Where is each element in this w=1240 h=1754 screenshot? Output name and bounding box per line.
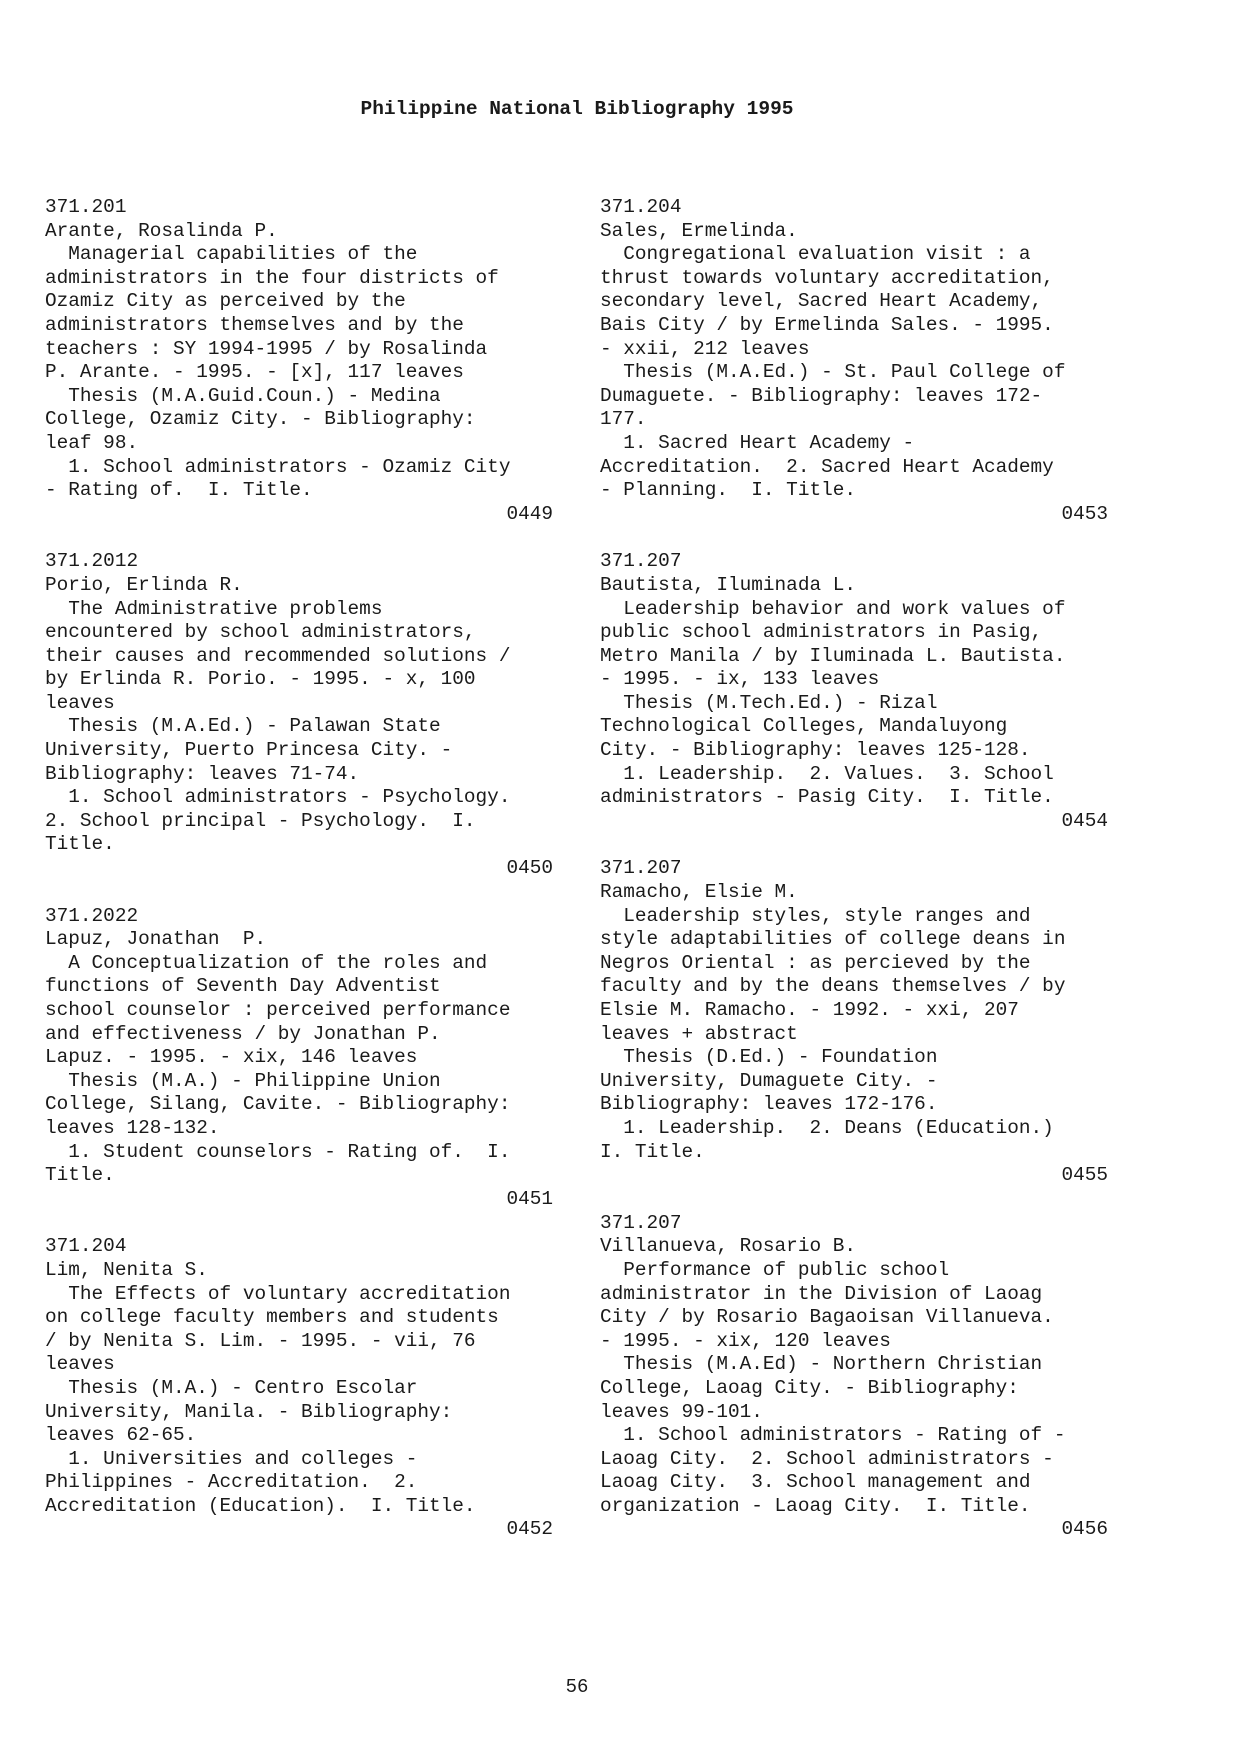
- entry-text-line: administrators in the four districts of: [45, 266, 499, 289]
- entry-text-line: College, Laoag City. - Bibliography:: [600, 1376, 1019, 1399]
- entry-text-line: Accreditation (Education). I. Title.: [45, 1494, 476, 1517]
- entry-author: Bautista, Iluminada L.: [600, 573, 856, 596]
- entry-text-line: Leadership behavior and work values of: [600, 597, 1066, 620]
- entry-text-line: Thesis (D.Ed.) - Foundation: [600, 1046, 938, 1069]
- entry-text-line: - Planning. I. Title.: [600, 479, 856, 502]
- entry-text-line: / by Nenita S. Lim. - 1995. - vii, 76: [45, 1329, 476, 1352]
- entry-text-line: 177.: [600, 408, 647, 431]
- entry-text-line: City. - Bibliography: leaves 125-128.: [600, 739, 1031, 762]
- entry-text-line: 1. School administrators - Ozamiz City: [45, 455, 511, 478]
- bibliography-entry: [600, 1212, 1108, 1542]
- entry-text-line: Laoag City. 3. School management and: [600, 1471, 1031, 1494]
- entry-text-line: I. Title.: [600, 1140, 705, 1163]
- entry-text-line: leaf 98.: [45, 431, 139, 454]
- entry-text-line: Bais City / by Ermelinda Sales. - 1995.: [600, 313, 1054, 336]
- bibliography-entry: [45, 550, 553, 880]
- entry-text-line: Thesis (M.Tech.Ed.) - Rizal: [600, 691, 938, 714]
- entry-author: Porio, Erlinda R.: [45, 573, 243, 596]
- entry-text-line: Leadership styles, style ranges and: [600, 904, 1031, 927]
- entry-text-line: Thesis (M.A.Ed.) - Palawan State: [45, 715, 441, 738]
- entry-text-line: A Conceptualization of the roles and: [45, 951, 488, 974]
- entry-text-line: functions of Seventh Day Adventist: [45, 975, 441, 998]
- entry-text-line: - Rating of. I. Title.: [45, 479, 313, 502]
- entry-text-line: their causes and recommended solutions /: [45, 644, 511, 667]
- entry-text-line: 1. Universities and colleges -: [45, 1447, 418, 1470]
- entry-text-line: P. Arante. - 1995. - [x], 117 leaves: [45, 361, 464, 384]
- bibliography-entry: [600, 857, 1108, 1187]
- entry-text-line: College, Ozamiz City. - Bibliography:: [45, 408, 476, 431]
- entry-text-line: style adaptabilities of college deans in: [600, 928, 1066, 951]
- entry-number: 0455: [1061, 1164, 1108, 1187]
- entry-text-line: 1. School administrators - Rating of -: [600, 1424, 1066, 1447]
- entry-text-line: and effectiveness / by Jonathan P.: [45, 1022, 441, 1045]
- entry-text-line: Thesis (M.A.Ed.) - St. Paul College of: [600, 361, 1066, 384]
- entry-text-line: leaves 99-101.: [600, 1400, 763, 1423]
- entry-text-line: Thesis (M.A.) - Philippine Union: [45, 1069, 441, 1092]
- entry-text-line: Negros Oriental : as percieved by the: [600, 951, 1031, 974]
- bibliography-entry: [600, 196, 1108, 526]
- entry-text-line: The Effects of voluntary accreditation: [45, 1282, 511, 1305]
- entry-text-line: Ozamiz City as perceived by the: [45, 290, 406, 313]
- entry-text-line: Performance of public school: [600, 1258, 950, 1281]
- entry-text-line: Lapuz. - 1995. - xix, 146 leaves: [45, 1046, 418, 1069]
- entry-text-line: 1. Student counselors - Rating of. I.: [45, 1140, 511, 1163]
- entry-text-line: 1. Sacred Heart Academy -: [600, 431, 915, 454]
- entry-text-line: leaves: [45, 691, 115, 714]
- entry-text-line: Metro Manila / by Iluminada L. Bautista.: [600, 644, 1066, 667]
- call-number: 371.2012: [45, 550, 139, 573]
- entry-text-line: leaves + abstract: [600, 1022, 798, 1045]
- entry-number: 0454: [1061, 809, 1108, 832]
- call-number: 371.207: [600, 1211, 682, 1234]
- entry-text-line: Dumaguete. - Bibliography: leaves 172-: [600, 384, 1043, 407]
- entry-text-line: on college faculty members and students: [45, 1306, 499, 1329]
- entry-text-line: Philippines - Accreditation. 2.: [45, 1471, 418, 1494]
- entry-text-line: Managerial capabilities of the: [45, 243, 418, 266]
- entry-text-line: Title.: [45, 833, 115, 856]
- entry-text-line: 1. Leadership. 2. Deans (Education.): [600, 1116, 1054, 1139]
- bibliography-entry: [45, 905, 553, 1212]
- entry-text-line: secondary level, Sacred Heart Academy,: [600, 290, 1043, 313]
- entry-text-line: encountered by school administrators,: [45, 621, 476, 644]
- entry-text-line: school counselor : perceived performance: [45, 999, 511, 1021]
- entry-text-line: organization - Laoag City. I. Title.: [600, 1494, 1031, 1517]
- entry-text-line: College, Silang, Cavite. - Bibliography:: [45, 1093, 511, 1116]
- entry-author: Ramacho, Elsie M.: [600, 881, 798, 904]
- entry-text-line: leaves: [45, 1353, 115, 1376]
- entry-author: Villanueva, Rosario B.: [600, 1235, 856, 1258]
- entry-text-line: leaves 128-132.: [45, 1116, 220, 1139]
- entry-number: 0453: [1061, 502, 1108, 525]
- entry-text-line: leaves 62-65.: [45, 1424, 197, 1447]
- entry-text-line: Bibliography: leaves 172-176.: [600, 1093, 938, 1116]
- entry-text-line: Elsie M. Ramacho. - 1992. - xxi, 207: [600, 999, 1019, 1021]
- entry-text-line: by Erlinda R. Porio. - 1995. - x, 100: [45, 668, 476, 691]
- entry-text-line: Laoag City. 2. School administrators -: [600, 1447, 1054, 1470]
- entry-text-line: 2. School principal - Psychology. I.: [45, 809, 476, 832]
- entry-text-line: Bibliography: leaves 71-74.: [45, 762, 360, 785]
- entry-text-line: 1. Leadership. 2. Values. 3. School: [600, 762, 1054, 785]
- bibliography-column-right: [600, 196, 1108, 1566]
- bibliography-column-left: [45, 196, 553, 1566]
- entry-text-line: University, Manila. - Bibliography:: [45, 1400, 453, 1423]
- entry-text-line: The Administrative problems: [45, 597, 383, 620]
- entry-text-line: Thesis (M.A.Guid.Coun.) - Medina: [45, 384, 441, 407]
- entry-number: 0450: [506, 857, 553, 880]
- call-number: 371.204: [45, 1235, 127, 1258]
- entry-text-line: - xxii, 212 leaves: [600, 337, 810, 360]
- call-number: 371.204: [600, 196, 682, 218]
- entry-text-line: 1. School administrators - Psychology.: [45, 786, 511, 809]
- entry-text-line: University, Puerto Princesa City. -: [45, 739, 453, 762]
- entry-number: 0452: [506, 1518, 553, 1541]
- entry-text-line: administrators - Pasig City. I. Title.: [600, 786, 1054, 809]
- bibliography-entry: [45, 196, 553, 526]
- entry-text-line: Thesis (M.A.Ed) - Northern Christian: [600, 1353, 1043, 1376]
- call-number: 371.207: [600, 550, 682, 573]
- entry-text-line: Thesis (M.A.) - Centro Escolar: [45, 1376, 418, 1399]
- page-title: Philippine National Bibliography 1995: [360, 98, 794, 120]
- entry-text-line: Accreditation. 2. Sacred Heart Academy: [600, 455, 1054, 478]
- call-number: 371.201: [45, 196, 127, 218]
- call-number: 371.2022: [45, 904, 139, 927]
- entry-text-line: thrust towards voluntary accreditation,: [600, 266, 1054, 289]
- entry-number: 0456: [1061, 1518, 1108, 1541]
- entry-text-line: administrator in the Division of Laoag: [600, 1282, 1043, 1305]
- entry-author: Lapuz, Jonathan P.: [45, 928, 267, 951]
- entry-author: Sales, Ermelinda.: [600, 219, 798, 242]
- entry-text-line: Technological Colleges, Mandaluyong: [600, 715, 1008, 738]
- page-number: 56: [565, 1676, 589, 1698]
- bibliography-entry: [45, 1235, 553, 1542]
- entry-text-line: faculty and by the deans themselves / by: [600, 975, 1066, 998]
- entry-text-line: public school administrators in Pasig,: [600, 621, 1043, 644]
- bibliography-entry: [600, 550, 1108, 833]
- entry-text-line: - 1995. - xix, 120 leaves: [600, 1329, 891, 1352]
- entry-text-line: administrators themselves and by the: [45, 313, 464, 336]
- call-number: 371.207: [600, 857, 682, 880]
- entry-number: 0451: [506, 1187, 553, 1210]
- entry-text-line: - 1995. - ix, 133 leaves: [600, 668, 880, 691]
- entry-text-line: teachers : SY 1994-1995 / by Rosalinda: [45, 337, 488, 360]
- entry-text-line: Congregational evaluation visit : a: [600, 243, 1031, 266]
- entry-text-line: Title.: [45, 1164, 115, 1187]
- entry-text-line: City / by Rosario Bagaoisan Villanueva.: [600, 1306, 1054, 1329]
- entry-text-line: University, Dumaguete City. -: [600, 1069, 938, 1092]
- entry-author: Arante, Rosalinda P.: [45, 219, 278, 242]
- entry-number: 0449: [506, 502, 553, 525]
- entry-author: Lim, Nenita S.: [45, 1258, 208, 1281]
